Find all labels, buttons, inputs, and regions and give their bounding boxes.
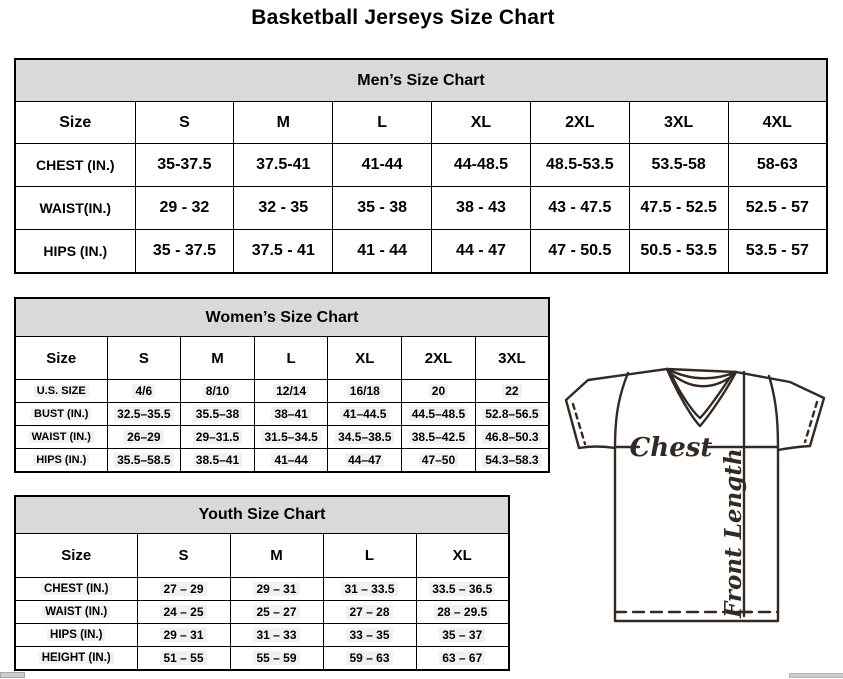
size-cell: [181, 449, 255, 473]
size-cell: [416, 578, 509, 601]
size-cell-value: 27 – 29: [160, 582, 206, 596]
size-cell: 41 - 44: [333, 230, 432, 274]
table-row: [15, 624, 509, 647]
size-cell-value: 8/10: [203, 384, 232, 398]
sleeve-cuff-dashed-right: [805, 402, 817, 442]
size-cell: [254, 380, 328, 403]
row-label-text: HIPS (IN.): [47, 629, 105, 641]
size-cell-value: 20: [429, 384, 448, 398]
size-cell: 53.5 - 57: [728, 230, 827, 274]
size-cell: 38 - 43: [432, 187, 531, 230]
sleeve-cuff-dashed-left: [573, 404, 585, 444]
col-header-m: M: [230, 534, 323, 578]
collar-top-line: [667, 369, 736, 372]
table-row: [15, 601, 509, 624]
row-label: [15, 380, 107, 403]
size-cell: 43 - 47.5: [530, 187, 629, 230]
size-cell: [181, 426, 255, 449]
size-cell: [181, 403, 255, 426]
col-header-m: M: [181, 337, 255, 380]
size-cell: [137, 647, 230, 671]
size-cell: [107, 403, 181, 426]
size-cell-value: 63 – 67: [439, 651, 485, 665]
size-cell: [107, 449, 181, 473]
mens-column-header-row: [15, 102, 827, 144]
size-cell-value: 29 – 31: [253, 582, 299, 596]
col-header-l: L: [333, 102, 432, 144]
table-row: [15, 647, 509, 671]
size-cell: [230, 647, 323, 671]
size-cell: [230, 601, 323, 624]
size-cell: 29 - 32: [135, 187, 234, 230]
col-header-3xl: 3XL: [629, 102, 728, 144]
size-cell: [328, 403, 402, 426]
size-cell-value: 47–50: [419, 453, 458, 467]
youth-table-title: Youth Size Chart: [15, 496, 509, 534]
size-cell: 37.5 - 41: [234, 230, 333, 274]
size-cell: [402, 449, 476, 473]
size-cell-value: 41–44.5: [340, 407, 389, 421]
size-cell-value: 4/6: [132, 384, 155, 398]
size-cell-value: 44–47: [345, 453, 384, 467]
size-cell: [402, 426, 476, 449]
size-cell-value: 59 – 63: [346, 651, 392, 665]
size-cell-value: 22: [502, 384, 521, 398]
size-cell: [137, 601, 230, 624]
col-header-xl: XL: [432, 102, 531, 144]
size-cell: [328, 426, 402, 449]
row-label: [15, 647, 137, 671]
row-label-text: HEIGHT (IN.): [39, 652, 114, 664]
size-cell: [475, 380, 549, 403]
jersey-diagram: [558, 360, 838, 630]
youth-size-table: [14, 495, 510, 671]
col-header-s: S: [137, 534, 230, 578]
size-cell: [323, 624, 416, 647]
page-title: Basketball Jerseys Size Chart: [251, 6, 555, 29]
row-label-text: CHEST (IN.): [41, 583, 112, 595]
size-cell-value: 33 – 35: [346, 628, 392, 642]
table-row: [15, 578, 509, 601]
col-header-size: Size: [15, 337, 107, 380]
size-cell: 44 - 47: [432, 230, 531, 274]
size-cell-value: 32.5–35.5: [114, 407, 173, 421]
row-label: [15, 601, 137, 624]
size-cell: [475, 426, 549, 449]
size-cell: [328, 449, 402, 473]
row-label-text: BUST (IN.): [31, 408, 91, 420]
row-label: [15, 449, 107, 473]
col-header-m: M: [234, 102, 333, 144]
size-cell: 52.5 - 57: [728, 187, 827, 230]
youth-table-header-band: [15, 496, 509, 534]
size-cell-value: 38.5–42.5: [409, 430, 468, 444]
size-cell-value: 44.5–48.5: [409, 407, 468, 421]
size-cell: 41-44: [333, 144, 432, 187]
row-label: [15, 403, 107, 426]
size-cell: [107, 380, 181, 403]
jersey-outline-right: [736, 372, 824, 450]
size-cell-value: 35.5–38: [193, 407, 242, 421]
col-header-size: Size: [15, 534, 137, 578]
size-cell-value: 38.5–41: [193, 453, 242, 467]
size-cell-value: 27 – 28: [346, 605, 392, 619]
col-header-xl: XL: [328, 337, 402, 380]
row-label: HIPS (IN.): [15, 230, 135, 274]
size-cell-value: 34.5–38.5: [335, 430, 394, 444]
jersey-body: [615, 373, 778, 621]
col-header-xl: XL: [416, 534, 509, 578]
row-label-text: WAIST (IN.): [42, 606, 110, 618]
col-header-2xl: 2XL: [402, 337, 476, 380]
size-cell-value: 29–31.5: [193, 430, 242, 444]
size-cell: 47 - 50.5: [530, 230, 629, 274]
size-cell-value: 35 – 37: [439, 628, 485, 642]
size-cell: [416, 624, 509, 647]
size-cell: 58-63: [728, 144, 827, 187]
size-cell: 50.5 - 53.5: [629, 230, 728, 274]
size-cell: [254, 403, 328, 426]
size-cell: [323, 578, 416, 601]
row-label-text: U.S. SIZE: [34, 385, 89, 397]
row-label-text: WAIST (IN.): [29, 431, 94, 443]
size-cell-value: 29 – 31: [160, 628, 206, 642]
size-cell: [416, 601, 509, 624]
size-cell: [475, 403, 549, 426]
row-label: WAIST(IN.): [15, 187, 135, 230]
size-cell-value: 12/14: [273, 384, 309, 398]
size-cell: [323, 647, 416, 671]
size-cell: 44-48.5: [432, 144, 531, 187]
front-length-label: Front Length: [720, 448, 747, 618]
size-cell-value: 24 – 25: [160, 605, 206, 619]
size-cell: 35 - 38: [333, 187, 432, 230]
womens-table-title: Women’s Size Chart: [15, 298, 549, 337]
size-cell: 53.5-58: [629, 144, 728, 187]
size-cell-value: 46.8–50.3: [482, 430, 541, 444]
size-cell: 48.5-53.5: [530, 144, 629, 187]
col-header-s: S: [107, 337, 181, 380]
row-label-text: HIPS (IN.): [33, 454, 89, 466]
womens-column-header-row: [15, 337, 549, 380]
size-cell: [323, 601, 416, 624]
row-label: [15, 624, 137, 647]
size-cell-value: 41–44: [271, 453, 310, 467]
table-row: [15, 380, 549, 403]
table-row: [15, 144, 827, 187]
table-row: [15, 187, 827, 230]
col-header-l: L: [323, 534, 416, 578]
col-header-2xl: 2XL: [530, 102, 629, 144]
size-cell: 47.5 - 52.5: [629, 187, 728, 230]
size-cell-value: 16/18: [347, 384, 383, 398]
size-cell-value: 38–41: [271, 407, 310, 421]
size-cell: [137, 578, 230, 601]
mens-size-table: [14, 58, 828, 274]
size-cell-value: 54.3–58.3: [482, 453, 541, 467]
table-row: [15, 426, 549, 449]
size-cell: [416, 647, 509, 671]
womens-size-table: [14, 297, 550, 473]
horizontal-scrollbar-left-fragment[interactable]: [0, 672, 25, 678]
size-cell: [402, 380, 476, 403]
youth-column-header-row: [15, 534, 509, 578]
col-header-s: S: [135, 102, 234, 144]
col-header-size: Size: [15, 102, 135, 144]
size-cell-value: 31 – 33: [253, 628, 299, 642]
col-header-l: L: [254, 337, 328, 380]
size-cell-value: 33.5 – 36.5: [429, 582, 495, 596]
size-cell-value: 31 – 33.5: [341, 582, 397, 596]
size-cell: [107, 426, 181, 449]
horizontal-scrollbar-right-fragment[interactable]: [789, 673, 843, 678]
size-cell-value: 35.5–58.5: [114, 453, 173, 467]
size-cell: 32 - 35: [234, 187, 333, 230]
size-cell: [181, 380, 255, 403]
size-cell: [402, 403, 476, 426]
size-cell: 35-37.5: [135, 144, 234, 187]
size-cell-value: 52.8–56.5: [482, 407, 541, 421]
size-cell-value: 28 – 29.5: [434, 605, 490, 619]
size-cell-value: 25 – 27: [253, 605, 299, 619]
mens-table-header-band: [15, 59, 827, 102]
table-row: [15, 230, 827, 274]
size-cell: [137, 624, 230, 647]
size-cell: 37.5-41: [234, 144, 333, 187]
row-label: [15, 426, 107, 449]
table-row: [15, 449, 549, 473]
table-row: [15, 403, 549, 426]
size-cell: [254, 449, 328, 473]
chest-label: Chest: [629, 433, 713, 463]
size-cell: [230, 578, 323, 601]
size-cell-value: 26–29: [124, 430, 163, 444]
size-cell: [230, 624, 323, 647]
row-label: [15, 578, 137, 601]
col-header-3xl: 3XL: [475, 337, 549, 380]
size-cell: 35 - 37.5: [135, 230, 234, 274]
col-header-4xl: 4XL: [728, 102, 827, 144]
mens-table-title: Men’s Size Chart: [15, 59, 827, 102]
womens-table-header-band: [15, 298, 549, 337]
row-label: CHEST (IN.): [15, 144, 135, 187]
size-cell-value: 31.5–34.5: [261, 430, 320, 444]
size-cell: [328, 380, 402, 403]
size-cell-value: 55 – 59: [253, 651, 299, 665]
size-cell-value: 51 – 55: [160, 651, 206, 665]
size-cell: [475, 449, 549, 473]
size-cell: [254, 426, 328, 449]
